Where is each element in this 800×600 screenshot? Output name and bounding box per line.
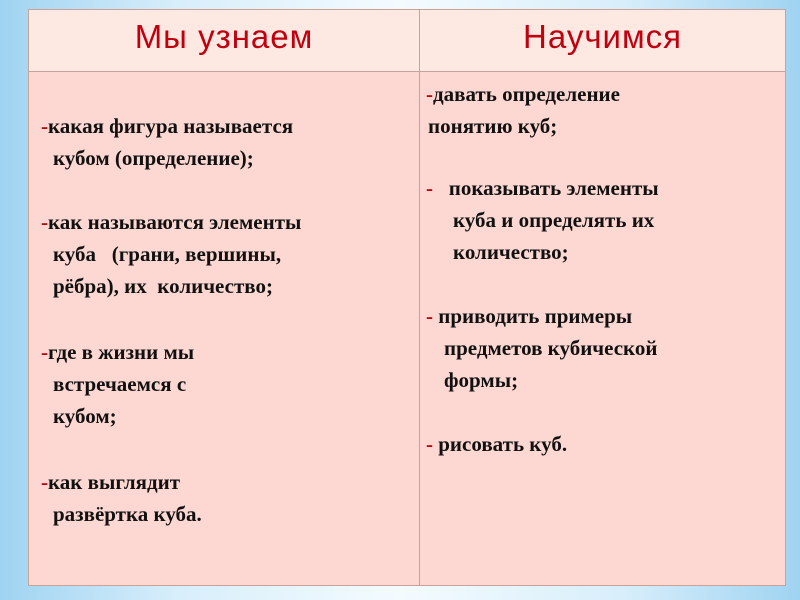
right-column-cell xyxy=(420,72,785,585)
left-item-2-line-3: рёбра), их количество; xyxy=(53,274,273,298)
left-item-3-line-1: -где в жизни мы xyxy=(41,340,195,364)
left-item-1-line-1: -какая фигура называется xyxy=(41,114,294,138)
left-item-3-dash: - xyxy=(41,340,48,364)
right-item-3-line-2: предметов кубической xyxy=(444,336,658,360)
left-item-1-dash: - xyxy=(41,114,48,138)
left-item-1-line-2: кубом (определение); xyxy=(53,146,254,170)
left-item-2-line-1: -как называются элементы xyxy=(41,210,302,234)
right-item-3-dash: - xyxy=(426,304,433,328)
left-item-4-line-1: -как выглядит xyxy=(41,470,181,494)
right-item-2-line-3: количество; xyxy=(453,240,569,264)
header-we-will-be-able: Научимся xyxy=(523,18,682,55)
table-body-row xyxy=(29,72,785,585)
left-item-3-line-3: кубом; xyxy=(53,404,117,428)
table-header-row xyxy=(29,10,785,72)
left-column-cell xyxy=(29,72,419,585)
right-item-4-line-1: - рисовать куб. xyxy=(426,432,568,456)
right-item-1-line-2: понятию куб; xyxy=(428,114,558,138)
left-item-3-line-2: встречаемся с xyxy=(53,372,187,396)
content-table xyxy=(28,9,786,586)
right-item-2-line-2: куба и определять их xyxy=(453,208,655,232)
right-item-4-dash: - xyxy=(426,432,433,456)
left-item-2-dash: - xyxy=(41,210,48,234)
header-we-will-learn: Мы узнаем xyxy=(134,18,314,55)
left-item-4-dash: - xyxy=(41,470,48,494)
right-item-1-dash: - xyxy=(426,82,433,106)
left-item-2-line-2: куба (грани, вершины, xyxy=(53,242,282,266)
right-item-2-dash: - xyxy=(426,176,433,200)
right-item-3-line-1: - приводить примеры xyxy=(426,304,633,328)
right-item-1-line-1: -давать определение xyxy=(426,82,620,106)
right-item-2-line-1: - показывать элементы xyxy=(426,176,659,200)
right-item-3-line-3: формы; xyxy=(444,368,519,392)
left-item-4-line-2: развёртка куба. xyxy=(53,502,202,526)
header-column-divider xyxy=(419,10,420,71)
